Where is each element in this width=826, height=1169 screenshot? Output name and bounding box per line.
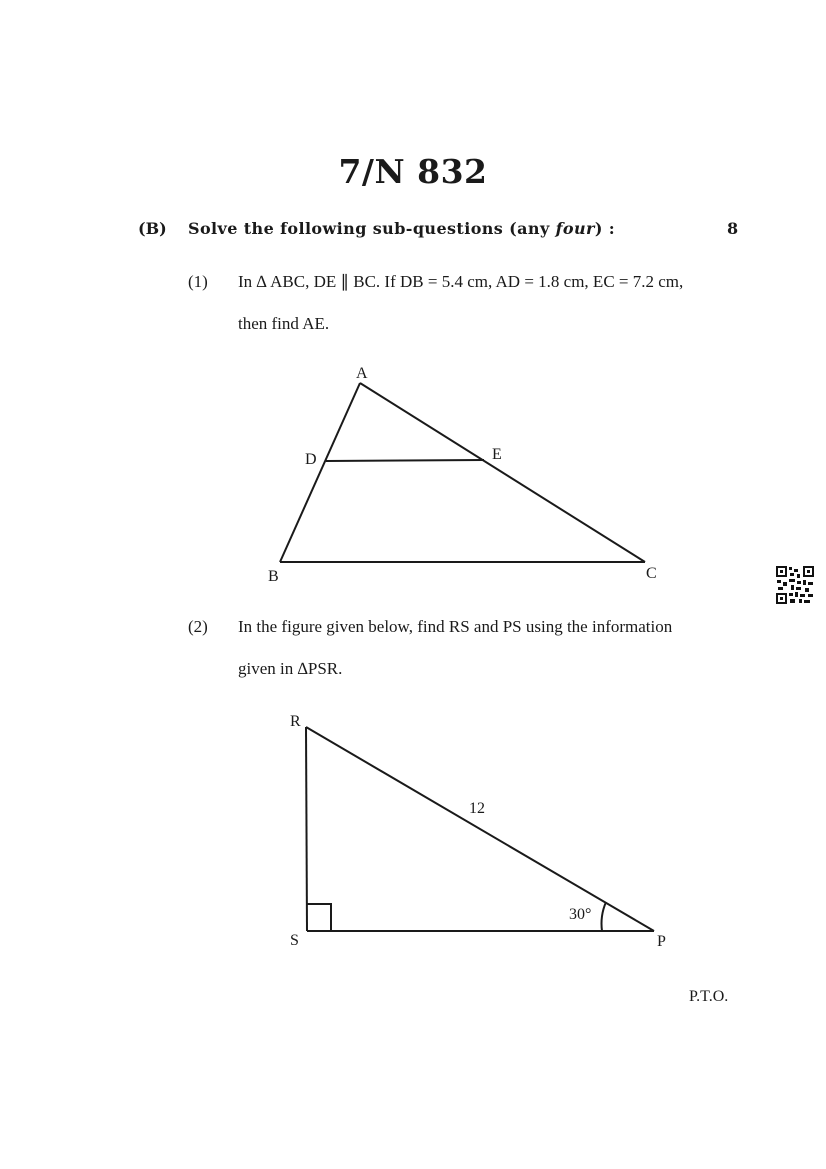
instruction-after: ) : <box>594 219 616 238</box>
side-rs <box>306 727 307 931</box>
question-1-text-line2: then find AE. <box>238 314 330 333</box>
label-a: A <box>356 365 368 382</box>
paper-code: 7/N 832 <box>338 152 488 191</box>
label-c: C <box>646 565 657 582</box>
angle-arc <box>602 902 606 931</box>
question-1-number: (1) <box>188 272 208 291</box>
pto-label: P.T.O. <box>689 988 729 1005</box>
question-2-number: (2) <box>188 617 208 636</box>
side-ab <box>280 383 360 562</box>
label-e: E <box>492 446 502 463</box>
instruction-emphasis: four <box>555 219 595 238</box>
angle-label: 30° <box>569 906 592 923</box>
section-label: (B) <box>138 219 167 238</box>
triangle-abc-figure <box>260 360 680 590</box>
instruction-before: Solve the following sub-questions (any <box>188 219 556 238</box>
section-instruction <box>188 219 615 238</box>
label-r: R <box>290 713 301 730</box>
label-p: P <box>657 933 666 950</box>
question-2-text-line2: given in ∆PSR. <box>238 659 343 678</box>
segment-de <box>326 460 484 461</box>
question-1-text-line1: In ∆ ABC, DE ∥ BC. If DB = 5.4 cm, AD = 1.8 cm, EC = 7.2 cm, <box>238 272 684 291</box>
hypotenuse-length-label: 12 <box>469 800 485 817</box>
question-2-text-line1: In the figure given below, find RS and PS using the information <box>238 617 673 636</box>
right-angle-marker <box>307 904 331 931</box>
triangle-psr-figure <box>280 705 680 955</box>
qr-code-icon <box>775 565 815 605</box>
label-b: B <box>268 568 279 585</box>
side-ac <box>360 383 645 562</box>
label-s: S <box>290 932 299 949</box>
side-rp <box>306 727 654 931</box>
section-marks: 8 <box>727 219 739 238</box>
label-d: D <box>305 451 317 468</box>
